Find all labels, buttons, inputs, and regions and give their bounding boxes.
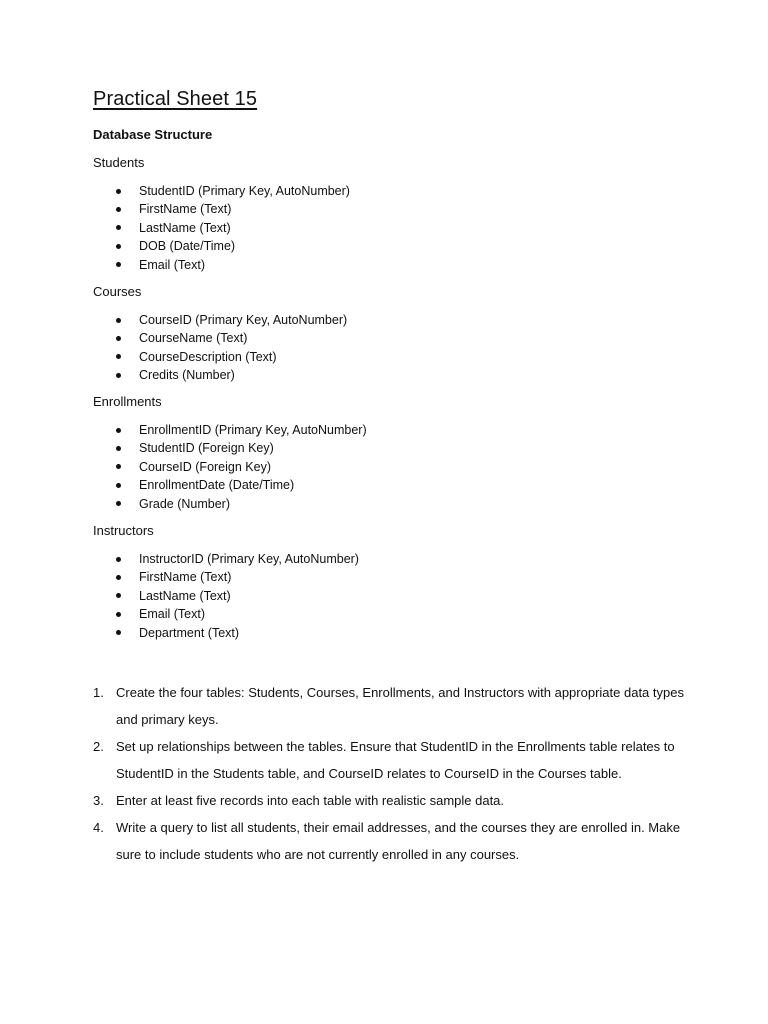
task-list [93, 679, 693, 868]
task-item [93, 787, 693, 814]
field-list [93, 182, 693, 274]
bullet-icon [116, 612, 121, 617]
table-heading: Students [93, 155, 145, 170]
table-heading: Enrollments [93, 394, 162, 409]
task-text: Enter at least five records into each table with realistic sample data. [116, 793, 505, 808]
field-item: StudentID (Primary Key, AutoNumber) [93, 182, 693, 200]
field-list [93, 550, 693, 642]
field-item: CourseDescription (Text) [93, 348, 693, 366]
bullet-icon [116, 428, 121, 433]
field-item: Grade (Number) [93, 495, 693, 513]
field-item: LastName (Text) [93, 587, 693, 605]
bullet-icon [116, 575, 121, 580]
bullet-icon [116, 207, 121, 212]
field-item: LastName (Text) [93, 219, 693, 237]
table-heading: Instructors [93, 523, 154, 538]
bullet-icon [116, 557, 121, 562]
task-text: Create the four tables: Students, Courses, Enrollments, and Instructors with appropriate data types and primary keys. [116, 685, 684, 727]
task-number: 1. [93, 685, 104, 700]
task-number: 2. [93, 739, 104, 754]
section-subtitle: Database Structure [93, 127, 213, 142]
bullet-icon [116, 630, 121, 635]
task-item [93, 814, 693, 868]
field-item: StudentID (Foreign Key) [93, 439, 693, 457]
field-item: Email (Text) [93, 605, 693, 623]
field-item: Credits (Number) [93, 366, 693, 384]
bullet-icon [116, 501, 121, 506]
task-text: Set up relationships between the tables. Ensure that StudentID in the Enrollments table relates to StudentID in the Students table, and CourseID relates to CourseID in the Courses table. [116, 739, 675, 781]
field-list [93, 421, 693, 513]
field-item: Department (Text) [93, 624, 693, 642]
field-item: InstructorID (Primary Key, AutoNumber) [93, 550, 693, 568]
bullet-icon [116, 593, 121, 598]
field-item: EnrollmentID (Primary Key, AutoNumber) [93, 421, 693, 439]
page-title: Practical Sheet 15 [93, 88, 258, 110]
bullet-icon [116, 262, 121, 267]
field-item: EnrollmentDate (Date/Time) [93, 476, 693, 494]
bullet-icon [116, 336, 121, 341]
table-heading: Courses [93, 284, 142, 299]
task-item [93, 679, 693, 733]
bullet-icon [116, 189, 121, 194]
bullet-icon [116, 446, 121, 451]
field-item: FirstName (Text) [93, 568, 693, 586]
field-list [93, 311, 693, 385]
bullet-icon [116, 244, 121, 249]
bullet-icon [116, 483, 121, 488]
field-item: CourseID (Primary Key, AutoNumber) [93, 311, 693, 329]
table-section-instructors [93, 522, 693, 642]
task-text: Write a query to list all students, their email addresses, and the courses they are enrolled in. Make sure to include students who are not currently enrolled in any courses. [116, 820, 681, 862]
table-section-students [93, 154, 693, 274]
field-item: CourseID (Foreign Key) [93, 458, 693, 476]
field-item: FirstName (Text) [93, 200, 693, 218]
bullet-icon [116, 354, 121, 359]
bullet-icon [116, 464, 121, 469]
task-item [93, 733, 693, 787]
bullet-icon [116, 225, 121, 230]
field-item: Email (Text) [93, 256, 693, 274]
table-section-enrollments [93, 393, 693, 513]
task-number: 3. [93, 793, 104, 808]
task-number: 4. [93, 820, 104, 835]
bullet-icon [116, 373, 121, 378]
field-item: CourseName (Text) [93, 329, 693, 347]
field-item: DOB (Date/Time) [93, 237, 693, 255]
bullet-icon [116, 318, 121, 323]
table-section-courses [93, 283, 693, 385]
